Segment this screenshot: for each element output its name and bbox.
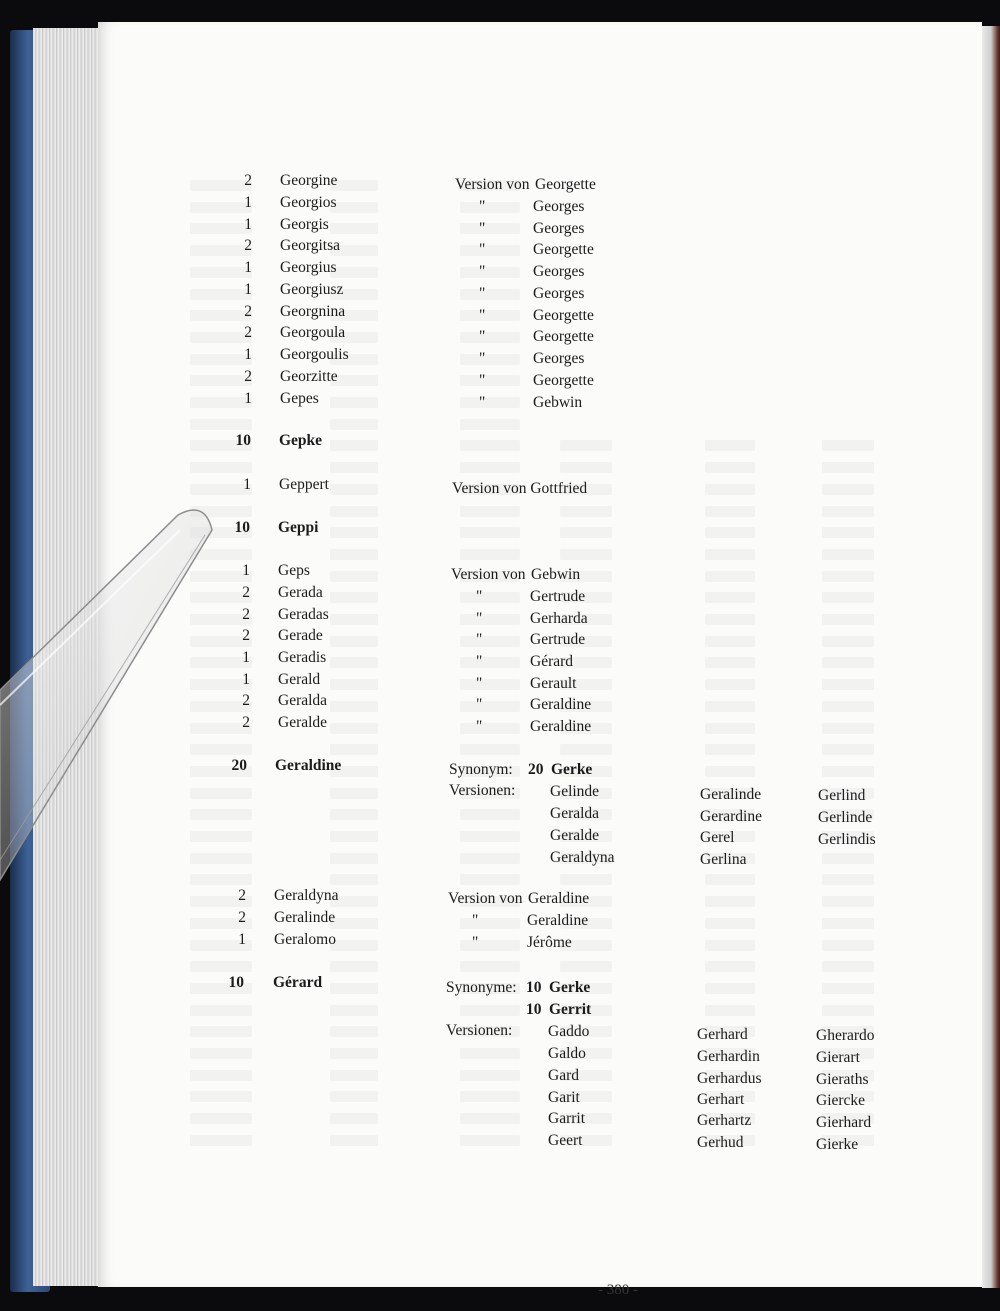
show-through-mark	[330, 809, 378, 820]
version-name: Gerhardin	[697, 1048, 760, 1065]
book-page	[98, 22, 982, 1298]
frequency-count: 20	[231, 757, 247, 774]
show-through-mark	[190, 744, 252, 755]
show-through-mark	[460, 506, 520, 517]
name-entry: Geppert	[279, 476, 329, 493]
version-name: Gerlinde	[818, 809, 873, 826]
show-through-mark	[822, 701, 874, 712]
version-name: Garit	[548, 1089, 580, 1106]
synonym-name: Gerke	[549, 979, 591, 996]
show-through-mark	[460, 1048, 520, 1059]
frequency-count: 1	[243, 476, 251, 493]
version-name: Gerhardus	[697, 1070, 762, 1087]
show-through-mark	[460, 419, 520, 430]
version-target: Georges	[533, 285, 585, 302]
version-target: Georgette	[533, 328, 594, 345]
show-through-mark	[190, 1135, 252, 1146]
ditto-mark: "	[479, 394, 486, 411]
version-name: Gherardo	[816, 1027, 875, 1044]
frequency-count: 1	[244, 259, 252, 276]
show-through-mark	[705, 484, 755, 495]
show-through-mark	[460, 223, 520, 234]
show-through-mark	[330, 506, 378, 517]
version-target: Gerharda	[530, 610, 588, 627]
version-name: Gierke	[816, 1136, 859, 1153]
show-through-mark	[560, 744, 612, 755]
name-entry: Gerald	[278, 671, 321, 688]
show-through-mark	[705, 961, 755, 972]
version-label: Version von	[455, 176, 530, 193]
name-entry-heading: Gérard	[273, 974, 323, 991]
show-through-mark	[460, 549, 520, 560]
show-through-mark	[460, 701, 520, 712]
show-through-mark	[330, 223, 378, 234]
frequency-count: 1	[242, 562, 250, 579]
show-through-mark	[460, 375, 520, 386]
name-entry: Georgine	[280, 172, 338, 189]
show-through-mark	[190, 831, 252, 842]
show-through-mark	[330, 1070, 378, 1081]
ditto-mark: "	[479, 307, 486, 324]
show-through-mark	[330, 592, 378, 603]
version-name: Garrit	[548, 1110, 586, 1127]
frequency-count: 1	[242, 649, 250, 666]
version-target: Geraldine	[528, 890, 590, 907]
show-through-mark	[822, 918, 874, 929]
show-through-mark	[705, 506, 755, 517]
ditto-mark: "	[476, 631, 483, 648]
show-through-mark	[190, 1048, 252, 1059]
show-through-mark	[460, 332, 520, 343]
version-target: Georgette	[535, 176, 596, 193]
synonym-label: Synonym:	[449, 761, 513, 778]
frequency-count: 1	[244, 390, 252, 407]
frequency-count: 1	[244, 194, 252, 211]
version-name: Galdo	[548, 1045, 586, 1062]
versions-label: Versionen:	[449, 782, 516, 799]
show-through-mark	[330, 484, 378, 495]
show-through-mark	[560, 462, 612, 473]
show-through-mark	[330, 788, 378, 799]
show-through-mark	[330, 831, 378, 842]
version-target: Georgette	[533, 307, 594, 324]
version-name: Geralde	[550, 827, 600, 844]
show-through-mark	[822, 853, 874, 864]
ditto-mark: "	[479, 263, 486, 280]
show-through-mark	[460, 744, 520, 755]
ditto-mark: "	[476, 675, 483, 692]
show-through-mark	[460, 679, 520, 690]
frequency-count: 1	[238, 931, 246, 948]
version-target: Gertrude	[530, 631, 586, 648]
show-through-mark	[705, 462, 755, 473]
show-through-mark	[330, 723, 378, 734]
name-entry: Georgius	[280, 259, 337, 276]
show-through-mark	[460, 657, 520, 668]
name-entry: Geralde	[278, 714, 328, 731]
show-through-mark	[330, 918, 378, 929]
ditto-mark: "	[472, 934, 479, 951]
show-through-mark	[330, 614, 378, 625]
frequency-count: 2	[244, 172, 252, 189]
name-entry: Geps	[278, 562, 310, 579]
show-through-mark	[330, 961, 378, 972]
show-through-mark	[460, 853, 520, 864]
ditto-mark: "	[476, 653, 483, 670]
name-entry: Georgnina	[280, 303, 346, 320]
show-through-mark	[822, 961, 874, 972]
show-through-mark	[330, 1048, 378, 1059]
show-through-mark	[460, 592, 520, 603]
show-through-mark	[705, 701, 755, 712]
show-through-mark	[190, 1026, 252, 1037]
version-name: Gerlina	[700, 851, 747, 868]
version-target: Gertrude	[530, 588, 586, 605]
show-through-mark	[460, 440, 520, 451]
name-entry: Geralinde	[274, 909, 336, 926]
name-entry: Geraldyna	[274, 887, 339, 904]
synonym-count: 10	[526, 1001, 542, 1018]
frequency-count: 2	[244, 324, 252, 341]
version-name: Gerhud	[697, 1134, 744, 1151]
name-entry: Georgitsa	[280, 237, 340, 254]
show-through-mark	[460, 267, 520, 278]
name-entry: Gerada	[278, 584, 323, 601]
show-through-mark	[460, 202, 520, 213]
version-name: Giercke	[816, 1092, 866, 1109]
show-through-mark	[190, 419, 252, 430]
frequency-count: 2	[242, 692, 250, 709]
version-target: Gerault	[530, 675, 577, 692]
version-target: Gebwin	[531, 566, 581, 583]
show-through-mark	[460, 809, 520, 820]
show-through-mark	[330, 853, 378, 864]
show-through-mark	[330, 679, 378, 690]
show-through-mark	[330, 744, 378, 755]
show-through-mark	[822, 440, 874, 451]
show-through-mark	[560, 961, 612, 972]
version-label: Version von	[451, 566, 526, 583]
show-through-mark	[190, 1091, 252, 1102]
version-name: Geralda	[550, 805, 600, 822]
show-through-mark	[330, 527, 378, 538]
version-name: Gieraths	[816, 1071, 869, 1088]
ditto-mark: "	[476, 588, 483, 605]
show-through-mark	[822, 571, 874, 582]
version-name: Gerlindis	[818, 831, 876, 848]
show-through-mark	[705, 636, 755, 647]
version-target: Gebwin	[533, 394, 583, 411]
name-entry: Georgoula	[280, 324, 346, 341]
show-through-mark	[460, 462, 520, 473]
frequency-count: 10	[235, 432, 251, 449]
show-through-mark	[460, 527, 520, 538]
synonym-name: Gerrit	[549, 1001, 592, 1018]
show-through-mark	[190, 853, 252, 864]
show-through-mark	[822, 527, 874, 538]
show-through-mark	[705, 918, 755, 929]
frequency-count: 10	[234, 519, 250, 536]
version-name: Gerel	[700, 829, 735, 846]
frequency-count: 10	[228, 974, 244, 991]
name-entry: Geralda	[278, 692, 328, 709]
show-through-mark	[705, 549, 755, 560]
show-through-mark	[822, 983, 874, 994]
show-through-mark	[822, 766, 874, 777]
frequency-count: 1	[244, 216, 252, 233]
show-through-mark	[190, 961, 252, 972]
show-through-mark	[330, 983, 378, 994]
show-through-mark	[190, 1113, 252, 1124]
show-through-mark	[190, 788, 252, 799]
show-through-mark	[330, 397, 378, 408]
ditto-mark: "	[479, 198, 486, 215]
show-through-mark	[330, 571, 378, 582]
show-through-mark	[460, 245, 520, 256]
ditto-mark: "	[476, 610, 483, 627]
show-through-mark	[705, 744, 755, 755]
show-through-mark	[330, 1113, 378, 1124]
name-entry: Georgiusz	[280, 281, 344, 298]
show-through-mark	[460, 1005, 520, 1016]
version-target: Georgette	[533, 372, 594, 389]
show-through-mark	[330, 1005, 378, 1016]
show-through-mark	[705, 983, 755, 994]
ditto-mark: "	[476, 718, 483, 735]
ditto-mark: "	[479, 350, 486, 367]
version-name: Gierhard	[816, 1114, 872, 1131]
version-name: Gerhartz	[697, 1112, 752, 1129]
show-through-mark	[822, 744, 874, 755]
show-through-mark	[330, 940, 378, 951]
show-through-mark	[460, 636, 520, 647]
version-target: Georges	[533, 350, 585, 367]
ditto-mark: "	[479, 220, 486, 237]
version-name: Gierart	[816, 1049, 860, 1066]
show-through-mark	[190, 809, 252, 820]
show-through-mark	[190, 549, 252, 560]
show-through-mark	[705, 874, 755, 885]
show-through-mark	[705, 571, 755, 582]
show-through-mark	[705, 527, 755, 538]
show-through-mark	[460, 831, 520, 842]
show-through-mark	[330, 1135, 378, 1146]
show-through-mark	[822, 549, 874, 560]
name-entry-heading: Geppi	[278, 519, 319, 536]
show-through-mark	[560, 527, 612, 538]
version-label: Version von	[448, 890, 523, 907]
show-through-mark	[705, 940, 755, 951]
show-through-mark	[460, 918, 520, 929]
version-target: Georges	[533, 263, 585, 280]
show-through-mark	[822, 896, 874, 907]
version-name: Geert	[548, 1132, 583, 1149]
show-through-mark	[330, 440, 378, 451]
version-name: Geralinde	[700, 786, 762, 803]
version-note: Version von Gottfried	[452, 480, 588, 497]
show-through-mark	[705, 592, 755, 603]
version-name: Gerhart	[697, 1091, 745, 1108]
show-through-mark	[460, 723, 520, 734]
show-through-mark	[190, 874, 252, 885]
page-number: - 380 -	[598, 1282, 638, 1298]
name-entry: Georgoulis	[280, 346, 349, 363]
name-entry: Gerade	[278, 627, 323, 644]
show-through-mark	[330, 1091, 378, 1102]
show-through-mark	[330, 202, 378, 213]
right-page-edge	[982, 26, 1000, 1288]
version-target: Geraldine	[527, 912, 589, 929]
name-entry: Gepes	[280, 390, 319, 407]
frequency-count: 2	[244, 237, 252, 254]
frequency-count: 2	[242, 627, 250, 644]
show-through-mark	[822, 1005, 874, 1016]
version-target: Gérard	[530, 653, 574, 670]
version-target: Georgette	[533, 241, 594, 258]
show-through-mark	[705, 440, 755, 451]
version-target: Geraldine	[530, 696, 592, 713]
show-through-mark	[705, 614, 755, 625]
show-through-mark	[460, 354, 520, 365]
synonym-count: 10	[526, 979, 542, 996]
show-through-mark	[190, 1005, 252, 1016]
version-target: Georges	[533, 198, 585, 215]
page-stack-edges	[33, 28, 103, 1286]
ditto-mark: "	[479, 372, 486, 389]
version-name: Gerlind	[818, 787, 866, 804]
show-through-mark	[460, 940, 520, 951]
show-through-mark	[330, 1026, 378, 1037]
name-entry: Georgios	[280, 194, 337, 211]
show-through-mark	[705, 1005, 755, 1016]
version-target: Geraldine	[530, 718, 592, 735]
show-through-mark	[822, 614, 874, 625]
show-through-mark	[330, 419, 378, 430]
show-through-mark	[330, 874, 378, 885]
show-through-mark	[560, 506, 612, 517]
version-name: Gerardine	[700, 808, 762, 825]
ditto-mark: "	[479, 328, 486, 345]
frequency-count: 1	[244, 281, 252, 298]
frequency-count: 2	[244, 303, 252, 320]
synonym-count: 20	[528, 761, 544, 778]
show-through-mark	[460, 397, 520, 408]
show-through-mark	[460, 1070, 520, 1081]
show-through-mark	[330, 657, 378, 668]
show-through-mark	[190, 1070, 252, 1081]
versions-label: Versionen:	[446, 1022, 513, 1039]
show-through-mark	[330, 636, 378, 647]
frequency-count: 2	[242, 584, 250, 601]
show-through-mark	[705, 766, 755, 777]
show-through-mark	[330, 267, 378, 278]
name-entry: Geradas	[278, 606, 329, 623]
show-through-mark	[330, 462, 378, 473]
name-entry: Geralomo	[274, 931, 336, 948]
frequency-count: 2	[238, 887, 246, 904]
show-through-mark	[460, 1091, 520, 1102]
show-through-mark	[705, 896, 755, 907]
show-through-mark	[560, 440, 612, 451]
show-through-mark	[330, 701, 378, 712]
show-through-mark	[822, 506, 874, 517]
frequency-count: 2	[242, 606, 250, 623]
version-name: Gerhard	[697, 1026, 748, 1043]
ditto-mark: "	[479, 241, 486, 258]
version-target: Jérôme	[527, 934, 572, 951]
show-through-mark	[822, 657, 874, 668]
show-through-mark	[330, 549, 378, 560]
frequency-count: 1	[242, 671, 250, 688]
show-through-mark	[460, 961, 520, 972]
show-through-mark	[822, 636, 874, 647]
show-through-mark	[705, 657, 755, 668]
frequency-count: 2	[242, 714, 250, 731]
synonym-name: Gerke	[551, 761, 593, 778]
show-through-mark	[822, 874, 874, 885]
show-through-mark	[460, 874, 520, 885]
name-entry: Geradis	[278, 649, 327, 666]
ditto-mark: "	[479, 285, 486, 302]
version-target: Georges	[533, 220, 585, 237]
version-name: Gard	[548, 1067, 579, 1084]
show-through-mark	[822, 462, 874, 473]
show-through-mark	[460, 1135, 520, 1146]
show-through-mark	[822, 592, 874, 603]
show-through-mark	[822, 723, 874, 734]
show-through-mark	[822, 940, 874, 951]
name-entry: Georgis	[280, 216, 329, 233]
show-through-mark	[560, 549, 612, 560]
show-through-mark	[705, 679, 755, 690]
show-through-mark	[822, 679, 874, 690]
frequency-count: 2	[238, 909, 246, 926]
show-through-mark	[190, 506, 252, 517]
show-through-mark	[822, 484, 874, 495]
show-through-mark	[460, 289, 520, 300]
version-name: Geraldyna	[550, 849, 615, 866]
name-entry: Georzitte	[280, 368, 338, 385]
show-through-mark	[705, 723, 755, 734]
synonyms-label: Synonyme:	[446, 979, 517, 996]
ditto-mark: "	[476, 696, 483, 713]
show-through-mark	[460, 310, 520, 321]
ditto-mark: "	[472, 912, 479, 929]
show-through-mark	[460, 614, 520, 625]
show-through-mark	[190, 462, 252, 473]
version-name: Gelinde	[550, 783, 600, 800]
version-name: Gaddo	[548, 1023, 590, 1040]
show-through-mark	[560, 874, 612, 885]
name-entry-heading: Geraldine	[275, 757, 342, 774]
frequency-count: 1	[244, 346, 252, 363]
name-entry-heading: Gepke	[279, 432, 323, 449]
frequency-count: 2	[244, 368, 252, 385]
show-through-mark	[460, 1113, 520, 1124]
